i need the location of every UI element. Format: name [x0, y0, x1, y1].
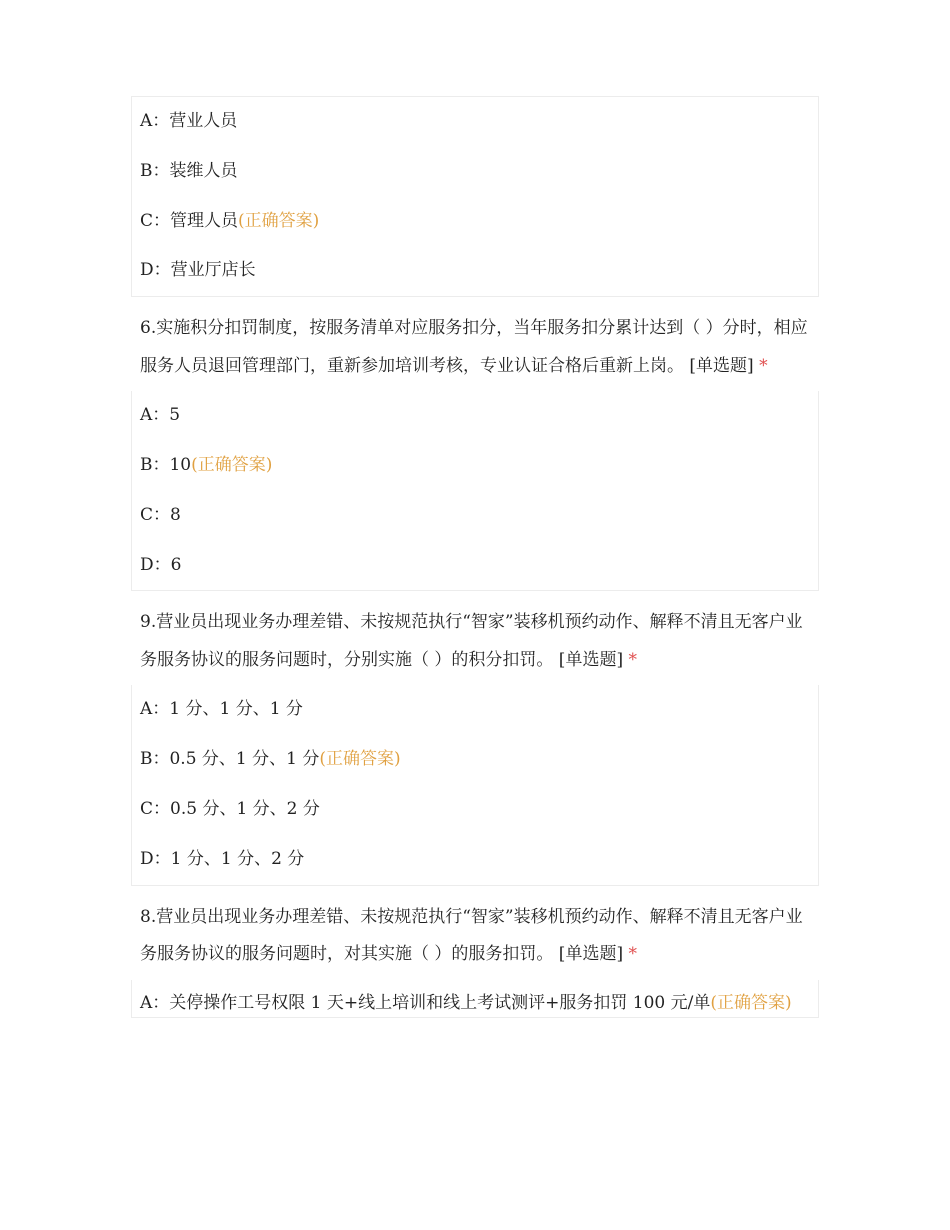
- option-label: B：10: [140, 454, 192, 475]
- required-star: *: [628, 649, 637, 670]
- option-a[interactable]: [140, 391, 810, 441]
- option-label: A：1 分、1 分、1 分: [140, 699, 303, 720]
- option-b[interactable]: [140, 735, 810, 785]
- option-label: A：5: [140, 405, 181, 426]
- question-9: [131, 591, 819, 685]
- option-a[interactable]: [140, 685, 810, 735]
- option-label: D：6: [140, 554, 182, 575]
- option-label: B：装维人员: [140, 160, 238, 181]
- options-group-1: [131, 96, 819, 297]
- option-a[interactable]: [140, 980, 810, 1017]
- option-label: B：0.5 分、1 分、1 分: [140, 749, 320, 770]
- required-star: *: [759, 355, 768, 376]
- options-group-9: [131, 685, 819, 885]
- question-text: 9.营业员出现业务办理差错、未按规范执行“智家”装移机预约动作、解释不清且无客户业务服务协议的服务问题时，分别实施（ ）的积分扣罚。 [单选题]: [140, 612, 803, 670]
- option-c[interactable]: [140, 491, 810, 541]
- correct-answer-mark: (正确答案): [710, 992, 792, 1013]
- correct-answer-mark: (正确答案): [319, 749, 401, 770]
- option-label: C：8: [140, 504, 181, 525]
- options-group-6: [131, 391, 819, 591]
- option-d[interactable]: [140, 835, 810, 885]
- question-6: [131, 297, 819, 391]
- option-label: A：关停操作工号权限 1 天+线上培训和线上考试测评+服务扣罚 100 元/单: [140, 992, 711, 1013]
- question-text: 6.实施积分扣罚制度，按服务清单对应服务扣分，当年服务扣分累计达到（ ）分时，相应服务人员退回管理部门，重新参加培训考核，专业认证合格后重新上岗。 [单选题]: [140, 318, 808, 376]
- option-c[interactable]: [140, 197, 810, 247]
- survey-page: [131, 96, 819, 1018]
- option-d[interactable]: [140, 246, 810, 296]
- option-c[interactable]: [140, 785, 810, 835]
- option-label: D：营业厅店长: [140, 260, 256, 281]
- options-group-8: [131, 980, 819, 1018]
- option-a[interactable]: [140, 97, 810, 147]
- option-d[interactable]: [140, 541, 810, 591]
- option-label: D：1 分、1 分、2 分: [140, 848, 305, 869]
- option-b[interactable]: [140, 441, 810, 491]
- option-label: A：营业人员: [140, 111, 238, 131]
- option-label: C：管理人员: [140, 210, 239, 231]
- correct-answer-mark: (正确答案): [238, 210, 320, 231]
- correct-answer-mark: (正确答案): [191, 454, 273, 475]
- question-text: 8.营业员出现业务办理差错、未按规范执行“智家”装移机预约动作、解释不清且无客户业务服务协议的服务问题时，对其实施（ ）的服务扣罚。 [单选题]: [140, 906, 803, 965]
- question-8: [131, 886, 819, 980]
- option-label: C：0.5 分、1 分、2 分: [140, 798, 320, 819]
- required-star: *: [628, 944, 637, 965]
- option-b[interactable]: [140, 147, 810, 197]
